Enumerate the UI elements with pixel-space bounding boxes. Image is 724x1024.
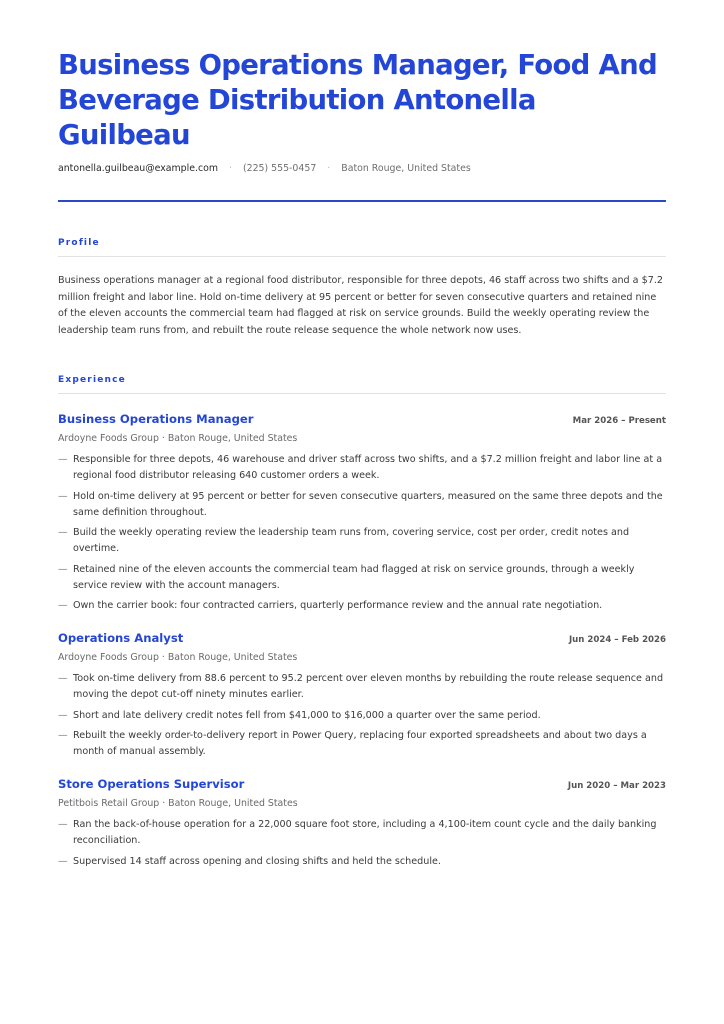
dash-marker: — [58, 490, 68, 502]
bullet-text: Own the carrier book: four contracted carriers, quarterly performance review and the annual rate negotiation. [73, 600, 603, 612]
dash-marker: — [58, 527, 68, 539]
job-dates: Jun 2020 – Mar 2023 [567, 781, 666, 792]
bullet-text: Supervised 14 staff across opening and closing shifts and held the schedule. [73, 855, 441, 867]
dash-marker: — [58, 855, 68, 867]
job-entry [58, 631, 666, 760]
profile-summary: Business operations manager at a regional food distributor, responsible for three depots, 46 staff across two shifts and a $7.2 million freight and labor line. Hold on-time delivery at 95 percent or better for seven consecutive quarters and retained nine of the eleven accounts the commercial team had flagged at risk on service grounds. Build the weekly operating review the leadership team runs from, and rebuilt the route release sequence the whole network now uses. [58, 275, 663, 336]
job-organization: Ardoyne Foods Group · Baton Rouge, United States [58, 652, 298, 664]
job-organization: Ardoyne Foods Group · Baton Rouge, United States [58, 433, 298, 445]
job-dates: Mar 2026 – Present [572, 416, 666, 427]
bullet-item [58, 854, 666, 870]
bullet-text: Retained nine of the eleven accounts the commercial team had flagged at risk on service grounds, through a weekly service review with the account managers. [73, 563, 635, 591]
dash-marker: — [58, 673, 68, 685]
contact-separator: · [228, 163, 232, 174]
email-link[interactable]: antonella.guilbeau@example.com [58, 163, 218, 174]
bullet-text: Build the weekly operating review the leadership team runs from, covering service, cost per order, credit notes and overtime. [73, 527, 630, 555]
dash-marker: — [58, 819, 68, 831]
bullet-text: Hold on-time delivery at 95 percent or better for seven consecutive quarters, measured on the same three depots and the same definition throughout. [73, 490, 663, 518]
page-title: Business Operations Manager, Food And Beverage Distribution Antonella Guilbeau [58, 49, 657, 151]
job-header [58, 777, 666, 791]
job-title: Business Operations Manager [58, 412, 254, 427]
job-dates: Jun 2024 – Feb 2026 [568, 635, 666, 646]
bullet-text: Short and late delivery credit notes fell from $41,000 to $16,000 a quarter over the same period. [73, 709, 541, 721]
dash-marker: — [58, 563, 68, 575]
job-bullets [58, 671, 666, 760]
job-header [58, 631, 666, 645]
bullet-item [58, 728, 666, 760]
bullet-item [58, 817, 666, 849]
job-title: Store Operations Supervisor [58, 777, 245, 792]
experience-list [58, 412, 666, 870]
bullet-item [58, 489, 666, 521]
job-entry [58, 412, 666, 614]
bullet-text: Ran the back-of-house operation for a 22,000 square foot store, including a 4,100-item count cycle and the daily banking reconciliation. [73, 819, 657, 847]
bullet-text: Rebuilt the weekly order-to-delivery report in Power Query, replacing four exported spreadsheets and about two days a month of manual assembly. [73, 730, 647, 758]
bullet-item [58, 525, 666, 557]
contact-separator: · [327, 163, 331, 174]
job-organization: Petitbois Retail Group · Baton Rouge, United States [58, 798, 298, 810]
dash-marker: — [58, 600, 68, 612]
bullet-text: Took on-time delivery from 88.6 percent to 95.2 percent over eleven months by rebuilding the route release sequence and moving the depot cut-off ninety minutes earlier. [73, 673, 664, 701]
bullet-item [58, 452, 666, 484]
bullet-item [58, 562, 666, 594]
bullet-item [58, 598, 666, 614]
section-heading-experience: Experience [58, 375, 666, 394]
bullet-text: Responsible for three depots, 46 warehouse and driver staff across two shifts, and a $7.2 million freight and labor line at a regional food distributor releasing 640 customer orders a week. [73, 454, 663, 482]
dash-marker: — [58, 730, 68, 742]
job-header [58, 412, 666, 426]
job-entry [58, 777, 666, 870]
job-title: Operations Analyst [58, 631, 184, 646]
phone-number: (225) 555-0457 [242, 163, 317, 174]
dash-marker: — [58, 709, 68, 721]
location: Baton Rouge, United States [341, 163, 471, 174]
contact-line [58, 163, 666, 174]
job-bullets [58, 817, 666, 870]
bullet-item [58, 671, 666, 703]
dash-marker: — [58, 454, 68, 466]
job-bullets [58, 452, 666, 614]
section-heading-profile: Profile [58, 238, 666, 257]
bullet-item [58, 708, 666, 724]
header-divider [58, 200, 666, 202]
